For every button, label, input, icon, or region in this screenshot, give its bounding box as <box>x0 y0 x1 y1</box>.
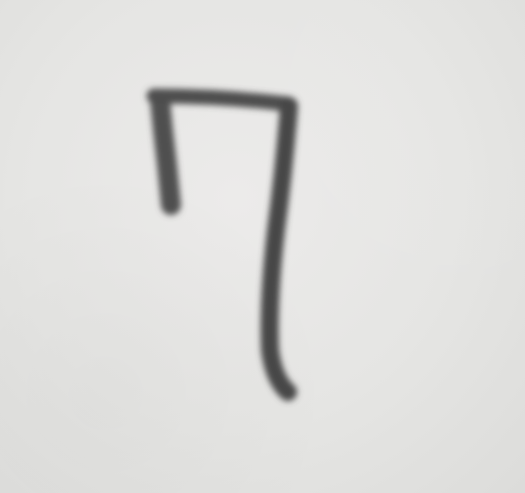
digit-top-bar <box>154 96 288 104</box>
digit-main-stroke <box>270 106 289 392</box>
digit-left-stroke <box>160 100 171 205</box>
